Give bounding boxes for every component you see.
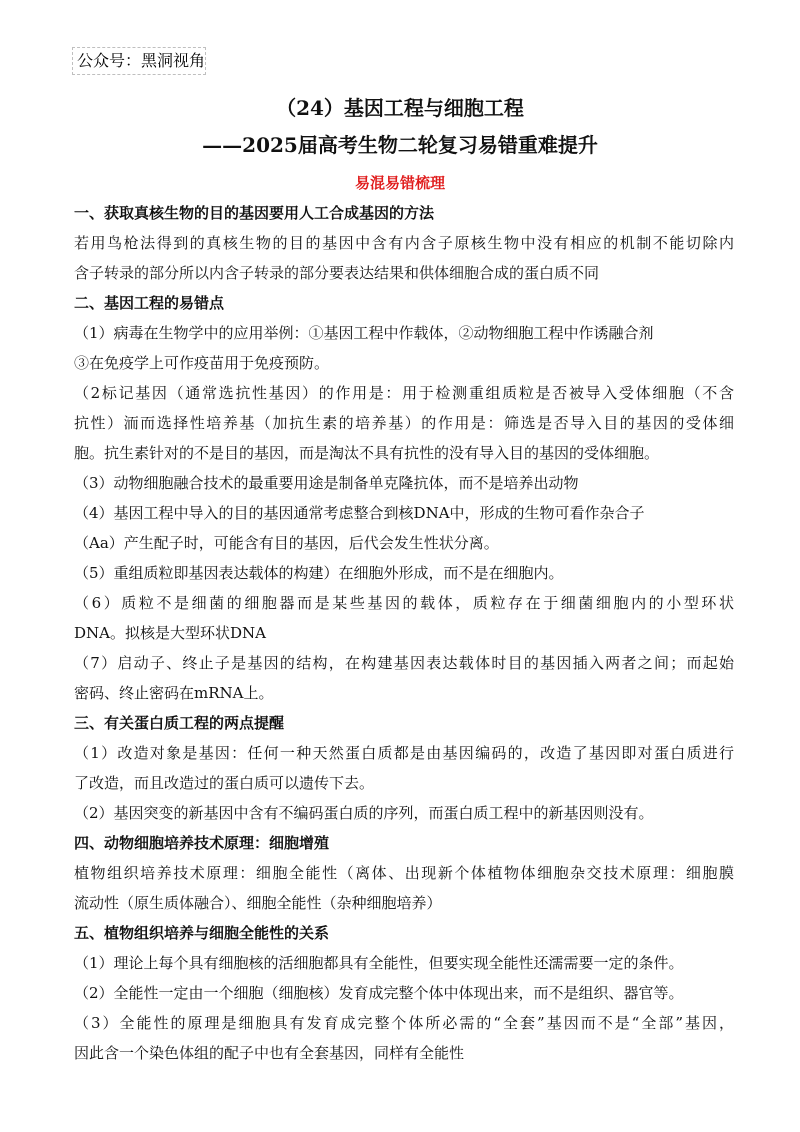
paragraph-line: 密码、终止密码在mRNA上。 bbox=[74, 684, 274, 702]
document-body bbox=[74, 198, 734, 1068]
section-label: 易混易错梳理 bbox=[354, 174, 445, 192]
paragraph-line: （4）基因工程中导入的目的基因通常考虑整合到核DNA中，形成的生物可看作杂合子 bbox=[74, 504, 645, 522]
paragraph-line: （1）病毒在生物学中的应用举例：①基因工程中作载体，②动物细胞工程中作诱融合剂 bbox=[74, 324, 654, 342]
paragraph-line: （7）启动子、终止子是基因的结构，在构建基因表达载体时目的基因插入两者之间；而起始 bbox=[74, 654, 734, 672]
paragraph-line: （6）质粒不是细菌的细胞器而是某些基因的载体，质粒存在于细菌细胞内的小型环状 bbox=[74, 594, 734, 612]
heading-5: 五、植物组织培养与细胞全能性的关系 bbox=[74, 924, 330, 942]
paragraph-line: （1）理论上每个具有细胞核的活细胞都具有全能性，但要实现全能性还濡需要一定的条件。 bbox=[74, 954, 684, 972]
paragraph-line: 植物组织培养技术原理：细胞全能性（离体、出现新个体植物体细胞杂交技术原理：细胞膜 bbox=[74, 864, 734, 882]
paragraph-line: 了改造，而且改造过的蛋白质可以遗传下去。 bbox=[74, 774, 375, 792]
document-title: （24）基因工程与细胞工程 bbox=[276, 96, 524, 120]
watermark-stamp: 公众号：黑洞视角 bbox=[72, 47, 206, 75]
heading-1: 一、获取真核生物的目的基因要用人工合成基因的方法 bbox=[74, 204, 435, 222]
paragraph-line: 因此含一个染色体组的配子中也有全套基因，同样有全能性 bbox=[74, 1044, 465, 1062]
paragraph-line: ③在免疫学上可作疫苗用于免疫预防。 bbox=[74, 354, 330, 372]
paragraph-line: 含子转录的部分所以内含子转录的部分要表达结果和供体细胞合成的蛋白质不同 bbox=[74, 264, 600, 282]
paragraph-line: （Aa）产生配子时，可能含有目的基因，后代会发生性状分离。 bbox=[74, 534, 499, 552]
paragraph-line: （5）重组质粒即基因表达载体的构建）在细胞外形成，而不是在细胞内。 bbox=[74, 564, 564, 582]
paragraph-line: 流动性（原生质体融合）、细胞全能性（杂种细胞培养） bbox=[74, 894, 442, 912]
heading-3: 三、有关蛋白质工程的两点提醒 bbox=[74, 714, 285, 732]
paragraph-line: 抗性）洏而选择性培养基（加抗生素的培养基）的作用是：筛选是否导入目的基因的受体细 bbox=[74, 414, 734, 432]
paragraph-line: （2）全能性一定由一个细胞（细胞核）发育成完整个体中体现出来，而不是组织、器官等。 bbox=[74, 984, 684, 1002]
paragraph-line: （1）改造对象是基因：任何一种天然蛋白质都是由基因编码的，改造了基因即对蛋白质进行 bbox=[74, 744, 734, 762]
paragraph-line: （2）基因突变的新基因中含有不编码蛋白质的序列，而蛋白质工程中的新基因则没有。 bbox=[74, 804, 654, 822]
paragraph-line: DNA。拟核是大型环状DNA bbox=[74, 624, 266, 642]
paragraph-line: （3）动物细胞融合技术的最重要用途是制备单克隆抗体，而不是培养出动物 bbox=[74, 474, 579, 492]
paragraph-line: 若用鸟枪法得到的真核生物的目的基因中含有内含子原核生物中没有相应的机制不能切除内 bbox=[74, 234, 734, 252]
heading-2: 二、基因工程的易错点 bbox=[74, 294, 225, 312]
paragraph-line: （3）全能性的原理是细胞具有发育成完整个体所必需的“全套”基因而不是“全部”基因， bbox=[74, 1014, 734, 1032]
document-subtitle: ——2025届高考生物二轮复习易错重难提升 bbox=[202, 133, 598, 157]
paragraph-line: 胞。抗生素针对的不是目的基因，而是淘汰不具有抗性的没有导入目的基因的受体细胞。 bbox=[74, 444, 660, 462]
heading-4: 四、动物细胞培养技术原理：细胞增殖 bbox=[74, 834, 330, 852]
paragraph-line: （2标记基因（通常选抗性基因）的作用是：用于检测重组质粒是否被导入受体细胞（不含 bbox=[74, 384, 734, 402]
